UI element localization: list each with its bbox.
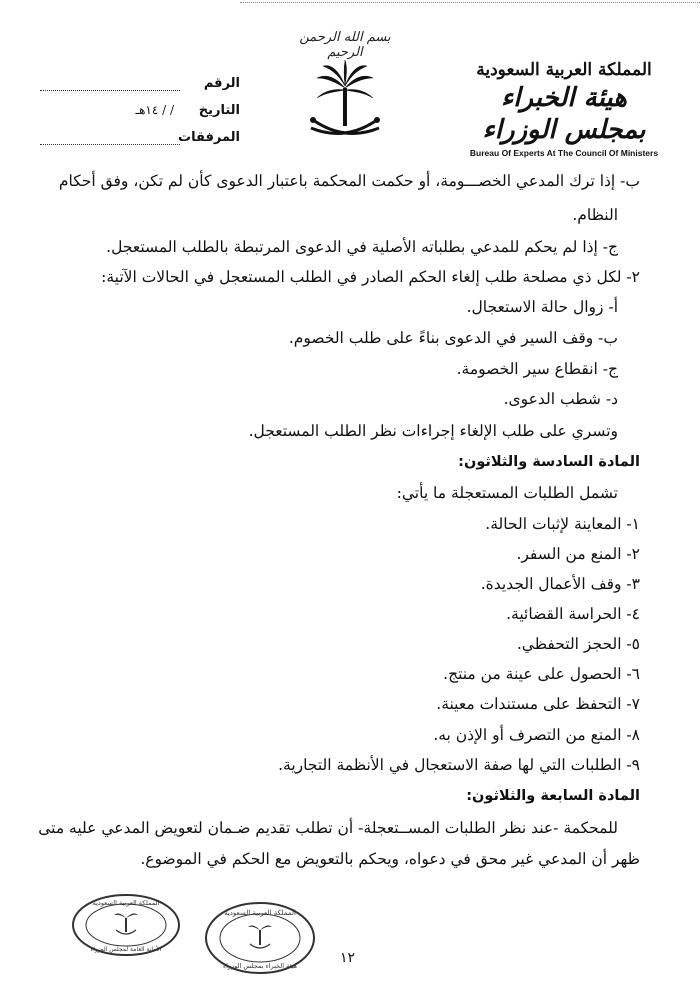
organization-header (464, 60, 664, 158)
bureau-of-experts-stamp (204, 900, 316, 976)
list-item: د- شطب الدعوى. (503, 390, 618, 408)
basmala: بسم الله الرحمن الرحيم (299, 30, 391, 60)
meta-attachments-label: المرفقات (178, 130, 240, 145)
list-item: ٤- الحراسة القضائية. (506, 605, 640, 623)
paragraph-line: للمحكمة -عند نظر الطلبات المســتعجلة- أن تطلب تقديم ضـمان لتعويض المدعي عليه متى (38, 819, 618, 837)
meta-date-value: / / ١٤هـ (135, 103, 174, 117)
org-name-arabic: هيئة الخبراء بمجلس الوزراء (482, 83, 646, 145)
meta-number-value (40, 76, 180, 91)
palm-swords-emblem-icon (305, 58, 385, 148)
meta-number-label: الرقم (203, 76, 240, 91)
stamp-emblem-icon (248, 925, 272, 948)
org-name-english: Bureau Of Experts At The Council Of Ministers (469, 148, 659, 158)
paragraph-line: ٢- لكل ذي مصلحة طلب إلغاء الحكم الصادر في الطلب المستعجل في الحالات الآتية: (101, 268, 640, 286)
meta-attachments-value (40, 130, 180, 145)
general-secretariat-stamp (70, 892, 182, 958)
stamp-bottom-text: هيئة الخبراء بمجلس الوزراء (223, 962, 297, 970)
list-item: ٦- الحصول على عينة من منتج. (443, 665, 640, 683)
list-item: ٣- وقف الأعمال الجديدة. (480, 575, 640, 593)
stamp-top-text: المملكة العربية السعودية (92, 899, 160, 907)
paragraph-line: ظهر أن المدعي غير محق في دعواه، ويحكم بالتعويض مع الحكم في الموضوع. (140, 850, 640, 868)
paragraph-line: النظام. (572, 206, 618, 224)
list-item: ج- انقطاع سير الخصومة. (456, 360, 618, 378)
page-number: ١٢ (340, 950, 356, 966)
article-heading: المادة السابعة والثلاثون: (466, 788, 640, 804)
top-dotted-line (240, 2, 700, 3)
list-item: أ- زوال حالة الاستعجال. (466, 298, 618, 316)
list-item: ٢- المنع من السفر. (516, 545, 640, 563)
paragraph-line: وتسري على طلب الإلغاء إجراءات نظر الطلب المستعجل. (248, 422, 618, 440)
list-item: ٧- التحفظ على مستندات معينة. (436, 695, 640, 713)
meta-number-row (40, 64, 240, 91)
stamp-top-text: المملكة العربية السعودية (224, 909, 296, 917)
meta-date-label: التاريخ (198, 103, 240, 118)
list-item: ١- المعاينة لإثبات الحالة. (485, 515, 640, 533)
paragraph-line: ب- إذا ترك المدعي الخصـــومة، أو حكمت المحكمة باعتبار الدعوى كأن لم تكن، وفق أحكام (58, 172, 640, 190)
list-item: ٥- الحجز التحفظي. (516, 635, 640, 653)
list-item: ٩- الطلبات التي لها صفة الاستعجال في الأنظمة التجارية. (278, 756, 640, 774)
org-name-country: المملكة العربية السعودية (476, 60, 652, 80)
article-heading: المادة السادسة والثلاثون: (458, 454, 640, 470)
document-meta-fields (40, 64, 240, 145)
meta-attachments-row (40, 118, 240, 145)
stamp-bottom-text: الأمانة العامة لمجلس الوزراء (90, 946, 162, 953)
meta-date-row (40, 91, 240, 118)
paragraph-line: ج- إذا لم يحكم للمدعي بطلباته الأصلية في الدعوى المرتبطة بالطلب المستعجل. (106, 238, 618, 256)
stamp-emblem-icon (114, 913, 138, 934)
paragraph-line: تشمل الطلبات المستعجلة ما يأتي: (396, 484, 618, 502)
list-item: ب- وقف السير في الدعوى بناءً على طلب الخصوم. (288, 329, 618, 347)
list-item: ٨- المنع من التصرف أو الإذن به. (433, 726, 640, 744)
